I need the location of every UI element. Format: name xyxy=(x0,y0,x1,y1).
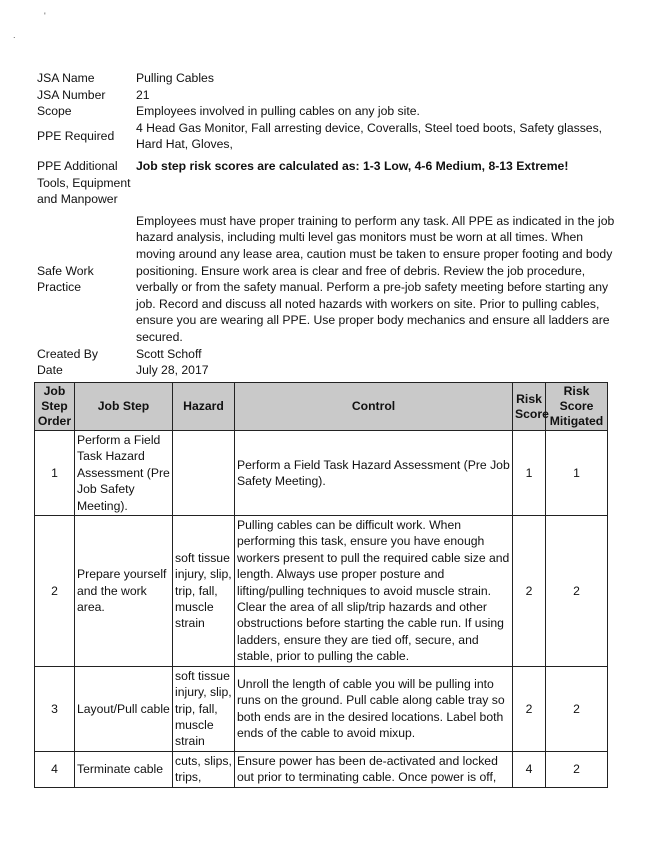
step-risk-mitigated: 1 xyxy=(546,431,608,516)
header-control: Control xyxy=(235,383,513,431)
step-name: Terminate cable xyxy=(75,751,173,787)
jsa-name-label: JSA Name xyxy=(37,71,95,85)
created-value: Scott Schoff xyxy=(136,346,202,361)
step-hazard: soft tissue injury, slip, trip, fall, muscle strain xyxy=(173,516,235,667)
step-hazard: soft tissue injury, slip, trip, fall, muscle strain xyxy=(173,666,235,751)
step-name: Layout/Pull cable xyxy=(75,666,173,751)
step-risk-score: 2 xyxy=(513,516,546,667)
ppe-label: PPE Required xyxy=(37,129,115,144)
step-control: Pulling cables can be difficult work. When performing this task, ensure you have enough workers present to pull the required cable size and length. Always use proper posture and lifting/pulling techniques to avoid muscle strain. Clear the area of all slip/trip hazards and other obstructions before starting the cable run. If using ladders, ensure they are tied off, secure, and stable, prior to pulling the cable. xyxy=(235,516,513,667)
safe-work-label: Safe Work Practice xyxy=(37,263,94,295)
jsa-name-value: Pulling Cables xyxy=(136,71,214,85)
created-label: Created By xyxy=(37,346,98,361)
step-risk-mitigated: 2 xyxy=(546,516,608,667)
scope-value: Employees involved in pulling cables on any job site. xyxy=(136,104,420,119)
jsa-info-table xyxy=(37,70,617,379)
table-row xyxy=(35,431,608,516)
ppe-additional-label: PPE Additional xyxy=(37,158,118,173)
created-row xyxy=(37,346,617,363)
step-order: 2 xyxy=(35,516,75,667)
step-control: Unroll the length of cable you will be pulling into runs on the ground. Pull cable along cable tray so both ends are in the desired locations. Label both ends of the cable to avoid mixup. xyxy=(235,666,513,751)
step-order: 4 xyxy=(35,751,75,787)
jsa-number-value: 21 xyxy=(136,87,150,102)
table-row xyxy=(35,516,608,667)
step-risk-mitigated: 2 xyxy=(546,666,608,751)
header-risk-score-mitigated: Risk Score Mitigated xyxy=(546,383,608,431)
table-header-row xyxy=(35,383,608,431)
table-row xyxy=(35,666,608,751)
tools-row xyxy=(37,175,617,208)
safe-work-value: Employees must have proper training to perform any task. All PPE as indicated in the job hazard analysis, including multi level gas monitors must be worn at all times. When moving around any lease area, caution must be taken to ensure proper footing and body positioning. Ensure work area is clear and free of debris. Review the job procedure, verbally or from the safety manual. Perform a pre-job safety meeting before starting any job. Record and discuss all noted hazards with workers on site. Prior to pulling cables, ensure you are wearing all PPE. Use proper body mechanics and ensure all ladders are secured. xyxy=(136,213,615,344)
step-control: Perform a Field Task Hazard Assessment (Pre Job Safety Meeting). xyxy=(235,431,513,516)
step-risk-score: 1 xyxy=(513,431,546,516)
step-name: Perform a Field Task Hazard Assessment (Pre Job Safety Meeting). xyxy=(75,431,173,516)
header-hazard: Hazard xyxy=(173,383,235,431)
step-risk-score: 2 xyxy=(513,666,546,751)
tools-value xyxy=(136,175,617,208)
step-name: Prepare yourself and the work area. xyxy=(75,516,173,667)
safe-work-row xyxy=(37,208,617,346)
header-risk-score: Risk Score xyxy=(513,383,546,431)
ppe-row xyxy=(37,120,617,153)
scope-label: Scope xyxy=(37,104,72,119)
step-order: 1 xyxy=(35,431,75,516)
step-risk-score: 4 xyxy=(513,751,546,787)
ppe-additional-value: Job step risk scores are calculated as: 1-3 Low, 4-6 Medium, 8-13 Extreme! xyxy=(136,158,569,173)
date-value: July 28, 2017 xyxy=(136,363,209,378)
step-control: Ensure power has been de-activated and locked out prior to terminating cable. Once power is off, xyxy=(235,751,513,787)
tools-label: Tools, Equipment and Manpower xyxy=(37,175,131,207)
header-job-step-order: Job Step Order xyxy=(35,383,75,431)
step-hazard xyxy=(173,431,235,516)
jsa-name-row xyxy=(37,70,617,87)
job-steps-table xyxy=(34,382,608,788)
date-label: Date xyxy=(37,363,63,378)
date-row xyxy=(37,362,617,379)
jsa-number-label: JSA Number xyxy=(37,87,106,102)
ppe-additional-row xyxy=(37,153,617,175)
scope-row xyxy=(37,103,617,120)
step-order: 3 xyxy=(35,666,75,751)
table-row xyxy=(35,751,608,787)
scan-speck: ' xyxy=(44,11,46,21)
jsa-number-row xyxy=(37,87,617,104)
step-risk-mitigated: 2 xyxy=(546,751,608,787)
header-job-step: Job Step xyxy=(75,383,173,431)
scan-speck: . xyxy=(13,30,16,40)
step-hazard: cuts, slips, trips, xyxy=(173,751,235,787)
ppe-value: 4 Head Gas Monitor, Fall arresting device, Coveralls, Steel toed boots, Safety glasses, Hard Hat, Gloves, xyxy=(136,120,603,152)
